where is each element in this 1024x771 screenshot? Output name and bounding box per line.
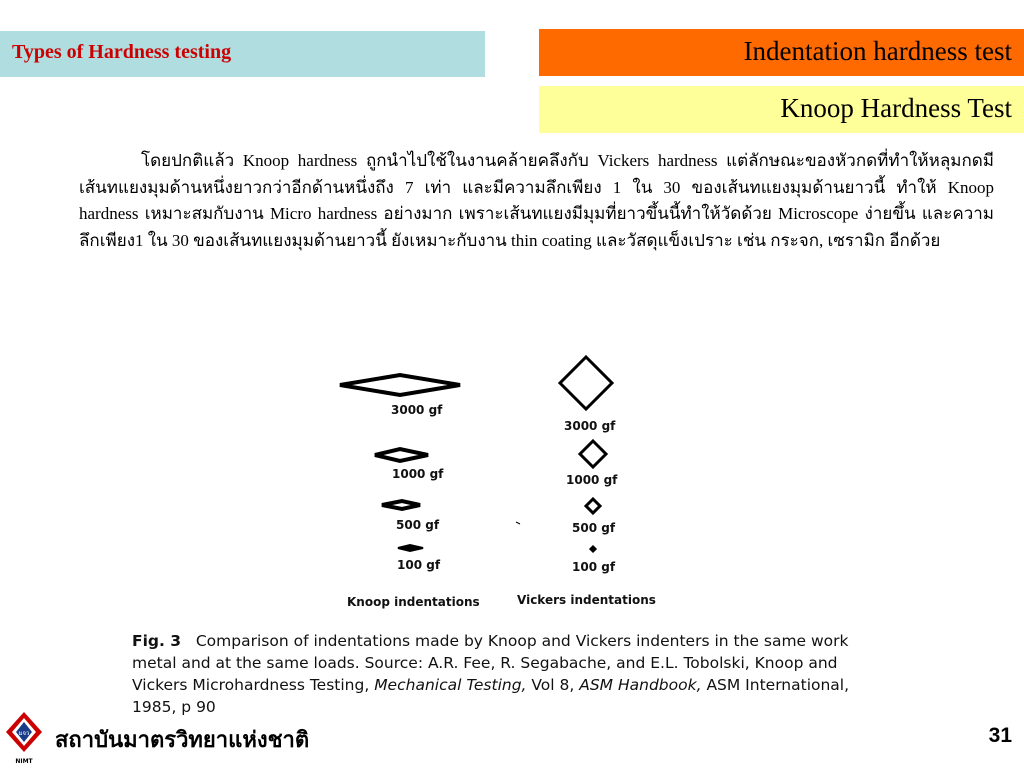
topic-header [539, 29, 1024, 76]
body-paragraph [79, 148, 994, 254]
page-number: 31 [988, 724, 1012, 747]
knoop-load-label: 1000 gf [392, 467, 444, 481]
vickers-load-label: 1000 gf [566, 473, 618, 487]
institute-name: สถาบันมาตรวิทยาแห่งชาติ [55, 728, 310, 753]
knoop-indent-3000 [340, 375, 460, 395]
knoop-load-label: 3000 gf [391, 403, 443, 417]
vickers-load-label: 500 gf [572, 521, 616, 535]
section-header-left [0, 31, 485, 77]
logo-subtext: NIMT [15, 758, 33, 765]
vickers-load-label: 100 gf [572, 560, 616, 574]
caption-text: Vol 8, [526, 676, 580, 694]
knoop-indent-1000 [375, 449, 428, 461]
knoop-indent-100 [398, 545, 423, 551]
knoop-indent-500 [382, 501, 420, 509]
caption-text: Comparison of indentations made by Knoop and Vickers indenters in the same work metal and at the same loads. Source: A.R. Fee, R. Segabache, and E.L. Tobolski, Knoop and Vickers Microhardness Testing, [132, 632, 849, 694]
knoop-axis-label: Knoop indentations [347, 595, 480, 609]
figure-caption [132, 630, 892, 718]
subtopic-title: Knoop Hardness Test [780, 93, 1012, 123]
vickers-indent-3000 [560, 357, 612, 409]
subtopic-header [539, 86, 1024, 133]
caption-italic: ASM Handbook, [579, 676, 702, 694]
vickers-axis-label: Vickers indentations [517, 593, 656, 607]
caption-text: ASM International, 1985, p 90 [132, 676, 850, 716]
section-title: Types of Hardness testing [12, 41, 232, 63]
indentation-diagram [320, 355, 900, 625]
caption-prefix: Fig. 3 [132, 632, 182, 650]
knoop-load-label: 500 gf [396, 518, 440, 532]
vickers-load-label: 3000 gf [564, 419, 616, 433]
body-text: โดยปกติแล้ว Knoop hardness ถูกนำไปใช้ในงานคล้ายคลึงกับ Vickers hardness แต่ลักษณะของหัวกดที่ทำให้หลุมกดมีเส้นทแยงมุมด้านหนึ่งยาวกว่าอีกด้านหนึ่งถึง 7 เท่า และมีความลึกเพียง 1 ใน 30 ของเส้นทแยงมุมด้านยาวนี้ ทำให้ Knoop hardness เหมาะสมกับงาน Micro hardness อย่างมาก เพราะเส้นทแยงมีมุมที่ยาวขึ้นนี้ทำให้วัดด้วย Microscope ง่ายขึ้น และความลึกเพียง1 ใน 30 ของเส้นทแยงมุมด้านยาวนี้ ยังเหมาะกับงาน thin coating และวัสดุแข็งเปราะ เช่น กระจก, เซรามิก อีกด้วย [79, 151, 994, 250]
logo-text: มจว [18, 730, 30, 737]
caption-italic: Mechanical Testing, [374, 676, 527, 694]
vickers-indent-1000 [580, 441, 606, 467]
nimt-logo [2, 710, 46, 766]
vickers-indent-100 [590, 546, 596, 552]
knoop-load-label: 100 gf [397, 558, 441, 572]
vickers-indent-500 [586, 499, 600, 513]
topic-title: Indentation hardness test [743, 36, 1012, 66]
